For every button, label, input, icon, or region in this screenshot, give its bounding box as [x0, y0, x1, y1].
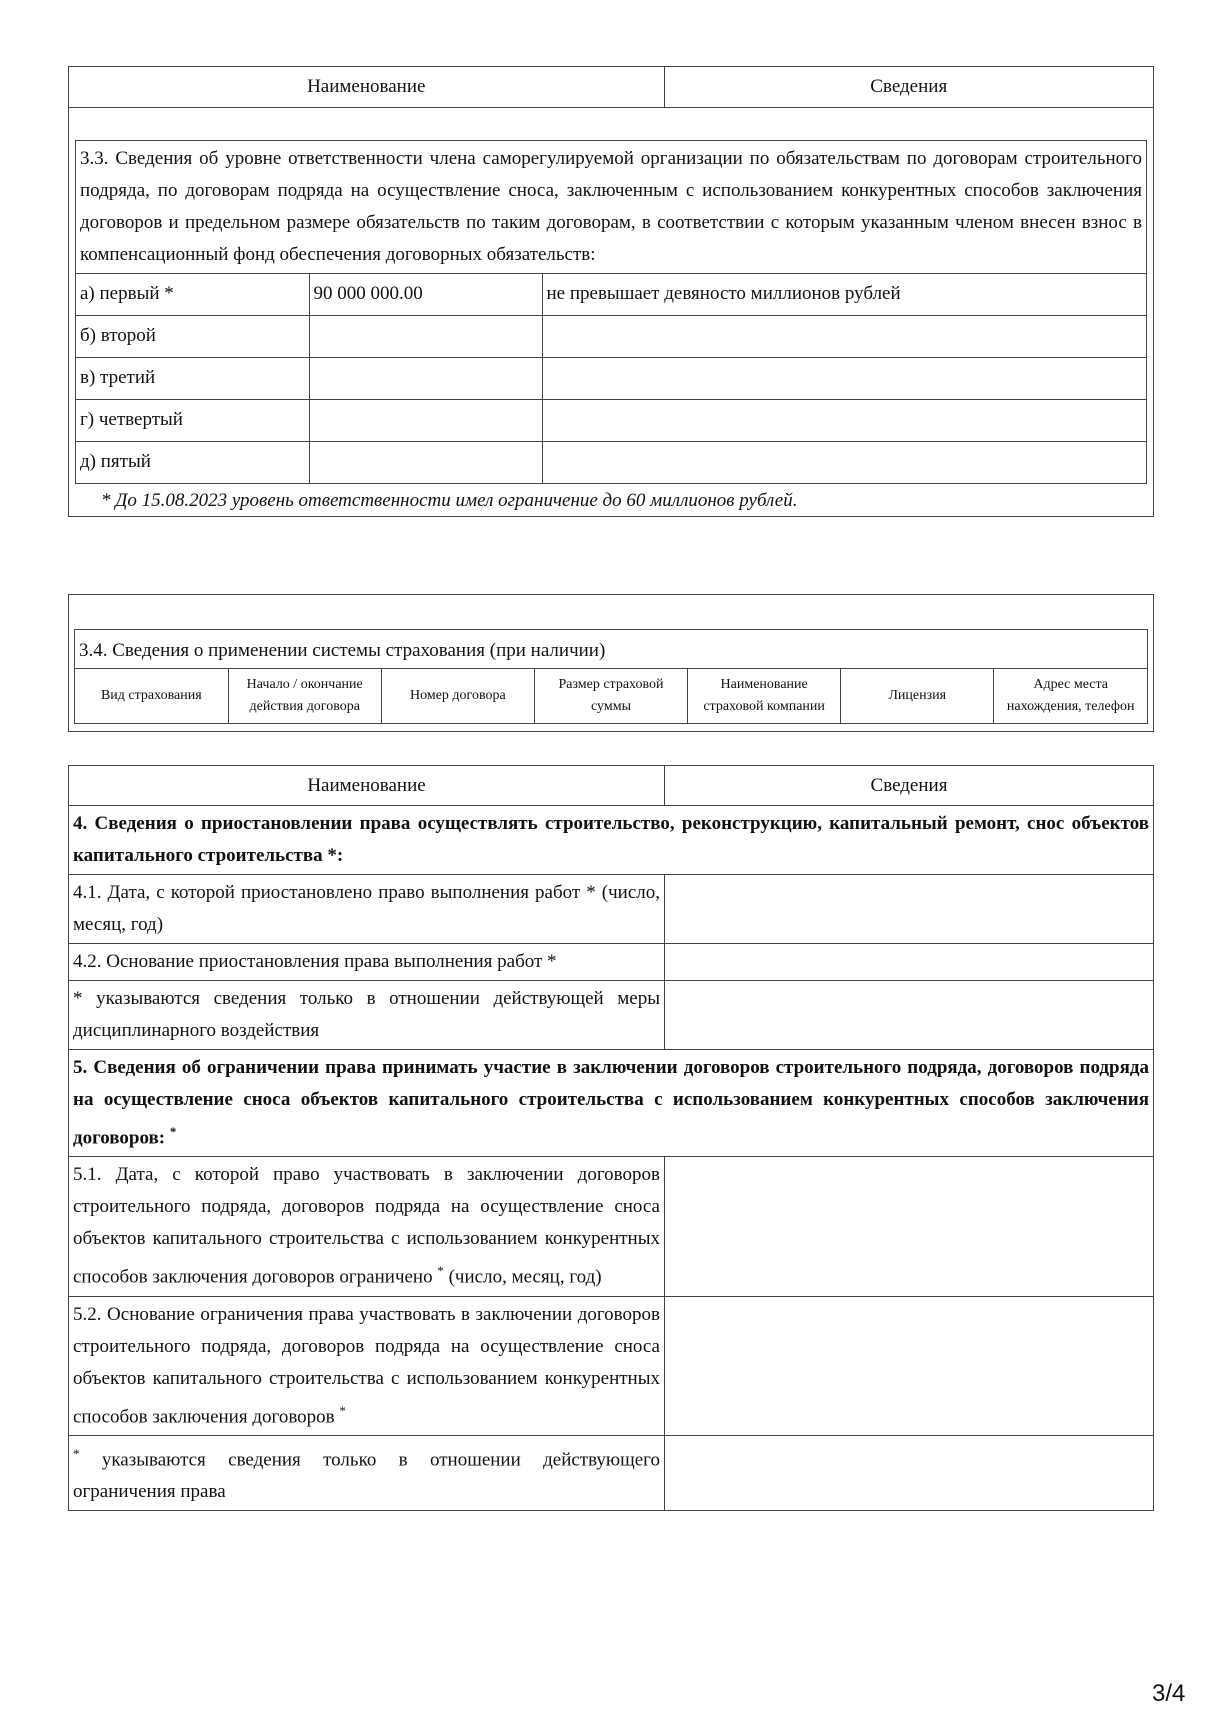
insurance-header-row — [75, 669, 1147, 723]
table-row — [69, 1296, 1154, 1435]
section-3-4 — [74, 629, 1148, 724]
table-header — [69, 766, 1154, 806]
level-amount — [309, 357, 542, 399]
liability-levels-table — [76, 273, 1146, 484]
col-contract-period: Начало / окончание действия договора — [228, 669, 381, 723]
row-5-2-label: 5.2. Основание ограничения права участвовать в заключении договоров строительного подряда, договоров подряда на осуществление сноса объектов капитального строительства с использованием конкурентных способов заключения договоров * — [69, 1296, 665, 1435]
row-5-note-label: * указываются сведения только в отношении действующего ограничения права — [69, 1435, 665, 1510]
row-5-2-value — [665, 1296, 1154, 1435]
table-row — [76, 399, 1146, 441]
row-5-note-value — [665, 1435, 1154, 1510]
section-3-3 — [75, 140, 1147, 485]
section-5-title: 5. Сведения об ограничении права принимать участие в заключении договоров строительного подряда, договоров подряда на осуществление сноса объектов капитального строительства с использованием конкурентных способов заключения договоров: * — [69, 1050, 1154, 1157]
level-amount — [309, 441, 542, 483]
row-4-2-value — [665, 944, 1154, 981]
section-3-3-text: 3.3. Сведения об уровне ответственности члена саморегулируемой организации по обязательствам по договорам строительного подряда, по договорам подряда на осуществление сноса, заключенным с использованием конкурентных способов заключения договоров и предельном размере обязательств по таким договорам, в соответствии с которым указанным членом внесен взнос в компенсационный фонд обеспечения договорных обязательств: — [80, 147, 1142, 265]
row-4-note-label: * указываются сведения только в отношении действующей меры дисциплинарного воздействия — [69, 981, 665, 1050]
table-row — [69, 1435, 1154, 1510]
table-row — [69, 1157, 1154, 1296]
row-5-1-value — [665, 1157, 1154, 1296]
level-description — [542, 399, 1146, 441]
table-row — [69, 875, 1154, 944]
insurance-table — [75, 668, 1147, 723]
restrictions-block — [68, 765, 1154, 1511]
col-insurance-type: Вид страхования — [75, 669, 228, 723]
col-license: Лицензия — [841, 669, 994, 723]
level-amount — [309, 399, 542, 441]
level-label: д) пятый — [76, 441, 309, 483]
level-description — [542, 315, 1146, 357]
header-info: Сведения — [665, 766, 1154, 806]
level-description — [542, 357, 1146, 399]
header-name: Наименование — [69, 67, 664, 107]
section-4-title: 4. Сведения о приостановлении права осуществлять строительство, реконструкцию, капитальный ремонт, снос объектов капитального строительства *: — [69, 806, 1154, 875]
row-5-1-label: 5.1. Дата, с которой право участвовать в заключении договоров строительного подряда, договоров подряда на осуществление сноса объектов капитального строительства с использованием конкурентных способов заключения договоров ограничено * (число, месяц, год) — [69, 1157, 665, 1296]
col-insurer-name: Наименование страховой компании — [688, 669, 841, 723]
row-4-1-value — [665, 875, 1154, 944]
section-5-title-row — [69, 1050, 1154, 1157]
section-4-title-row — [69, 806, 1154, 875]
level-label: б) второй — [76, 315, 309, 357]
table-row — [69, 944, 1154, 981]
table-row — [76, 273, 1146, 315]
table-row — [76, 315, 1146, 357]
table-row — [76, 441, 1146, 483]
row-4-1-label: 4.1. Дата, с которой приостановлено право выполнения работ * (число, месяц, год) — [69, 875, 665, 944]
header-name: Наименование — [69, 766, 665, 806]
insurance-block — [68, 594, 1154, 732]
level-amount: 90 000 000.00 — [309, 273, 542, 315]
page-number: 3/4 — [1152, 1680, 1186, 1707]
level-amount — [309, 315, 542, 357]
level-label: в) третий — [76, 357, 309, 399]
row-4-2-label: 4.2. Основание приостановления права выполнения работ * — [69, 944, 665, 981]
table-row — [76, 357, 1146, 399]
row-4-note-value — [665, 981, 1154, 1050]
table-header — [69, 67, 1153, 107]
level-description: не превышает девяносто миллионов рублей — [542, 273, 1146, 315]
liability-block — [68, 66, 1154, 517]
level-label: а) первый * — [76, 273, 309, 315]
col-insured-amount: Размер страховой суммы — [534, 669, 687, 723]
liability-note: * До 15.08.2023 уровень ответственности имел ограничение до 60 миллионов рублей. — [101, 490, 798, 511]
section-3-4-title: 3.4. Сведения о применении системы страхования (при наличии) — [79, 640, 606, 661]
level-label: г) четвертый — [76, 399, 309, 441]
col-address-phone: Адрес места нахождения, телефон — [994, 669, 1147, 723]
table-row — [69, 981, 1154, 1050]
header-info: Сведения — [664, 67, 1153, 107]
level-description — [542, 441, 1146, 483]
col-contract-number: Номер договора — [381, 669, 534, 723]
